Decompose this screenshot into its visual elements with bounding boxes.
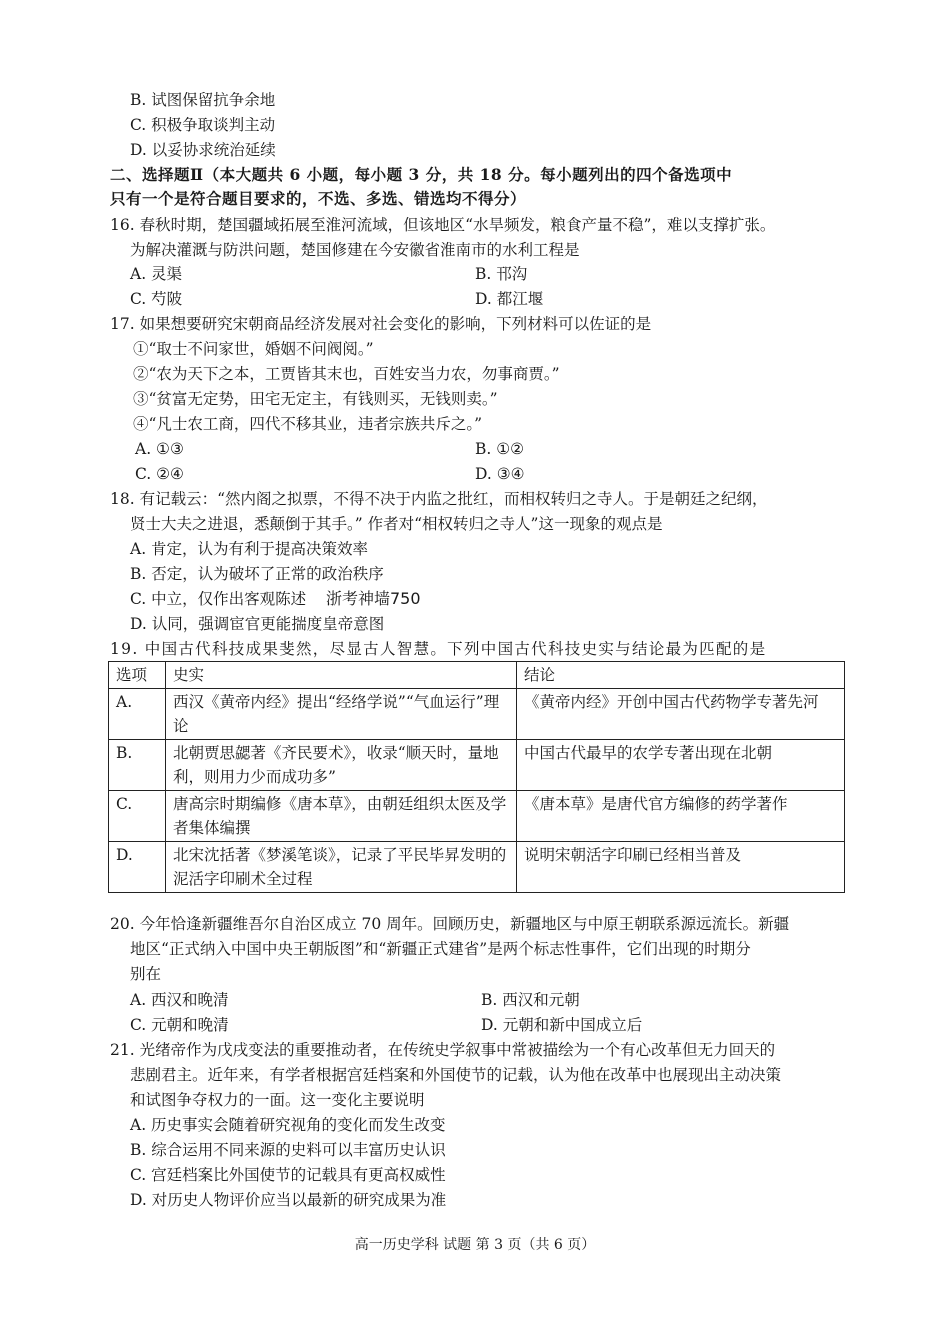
q17-material-2: ②“农为天下之本，工贾皆其末也，百姓安当力农，勿事商贾。” <box>133 365 560 383</box>
q15-option-b: B. 试图保留抗争余地 <box>130 91 276 109</box>
q19-table <box>108 661 845 893</box>
watermark-text: 浙考神墙750 <box>326 589 421 608</box>
q21-option-b: B. 综合运用不同来源的史料可以丰富历史认识 <box>130 1141 446 1159</box>
table-cell-option: A. <box>109 689 166 740</box>
q21-option-d: D. 对历史人物评价应当以最新的研究成果为准 <box>130 1191 447 1209</box>
q20-stem-line1: 20. 今年恰逢新疆维吾尔自治区成立 70 周年。回顾历史，新疆地区与中原王朝联系源远流长。新疆 <box>110 915 790 933</box>
section2-heading-line1: 二、选择题Ⅱ（本大题共 6 小题，每小题 3 分，共 18 分。每小题列出的四个备选项中 <box>110 165 733 184</box>
table-header-row <box>109 662 845 689</box>
q15-option-d: D. 以妥协求统治延续 <box>130 141 276 159</box>
q21-option-c: C. 宫廷档案比外国使节的记载具有更高权威性 <box>130 1166 446 1184</box>
table-header-cell: 史实 <box>166 662 517 689</box>
table-cell-fact: 北朝贾思勰著《齐民要术》，收录“顺天时，量地利，则用力少而成功多” <box>166 740 517 791</box>
q20-stem-line3: 别在 <box>130 965 162 983</box>
q17-material-1: ①“取士不问家世，婚姻不问阀阅。” <box>133 340 374 358</box>
q21-option-a: A. 历史事实会随着研究视角的变化而发生改变 <box>130 1116 446 1134</box>
q18-option-c: C. 中立，仅作出客观陈述 <box>130 590 307 608</box>
q18-option-d: D. 认同，强调宦官更能揣度皇帝意图 <box>130 615 385 633</box>
section2-heading-line2: 只有一个是符合题目要求的，不选、多选、错选均不得分） <box>110 189 527 208</box>
table-cell-conclusion: 《黄帝内经》开创中国古代药物学专著先河 <box>517 689 845 740</box>
q17-material-3: ③“贫富无定势，田宅无定主，有钱则买，无钱则卖。” <box>133 390 498 408</box>
table-cell-fact: 西汉《黄帝内经》提出“经络学说”“气血运行”理论 <box>166 689 517 740</box>
q16-stem-line1: 16. 春秋时期，楚国疆域拓展至淮河流域，但该地区“水旱频发，粮食产量不稳”，难以支撑扩张。 <box>110 216 776 234</box>
q16-stem-line2: 为解决灌溉与防洪问题，楚国修建在今安徽省淮南市的水利工程是 <box>130 241 580 259</box>
q17-material-4: ④“凡士农工商，四代不移其业，违者宗族共斥之。” <box>133 415 483 433</box>
table-row <box>109 791 845 842</box>
table-row <box>109 740 845 791</box>
q20-option-b: B. 西汉和元朝 <box>481 991 580 1009</box>
table-row <box>109 689 845 740</box>
table-cell-fact: 北宋沈括著《梦溪笔谈》，记录了平民毕昇发明的泥活字印刷术全过程 <box>166 842 517 893</box>
q17-stem: 17. 如果想要研究宋朝商品经济发展对社会变化的影响，下列材料可以佐证的是 <box>110 315 652 333</box>
q21-stem-line1: 21. 光绪帝作为戊戌变法的重要推动者，在传统史学叙事中常被描绘为一个有心改革但无力回天的 <box>110 1041 776 1059</box>
table-cell-option: C. <box>109 791 166 842</box>
q18-stem-line1: 18. 有记载云：“然内阁之拟票，不得不决于内监之批红，而相权转归之寺人。于是朝廷之纪纲， <box>110 490 768 508</box>
q21-stem-line3: 和试图争夺权力的一面。这一变化主要说明 <box>130 1091 425 1109</box>
q18-option-a: A. 肯定，认为有利于提高决策效率 <box>130 540 369 558</box>
table-row <box>109 842 845 893</box>
q16-option-a: A. 灵渠 <box>130 265 183 283</box>
q18-stem-line2: 贤士大夫之进退，悉颠倒于其手。” 作者对“相权转归之寺人”这一现象的观点是 <box>130 515 663 533</box>
table-cell-fact: 唐高宗时期编修《唐本草》，由朝廷组织太医及学者集体编撰 <box>166 791 517 842</box>
table-header-cell: 结论 <box>517 662 845 689</box>
q20-option-a: A. 西汉和晚清 <box>130 991 229 1009</box>
q17-option-c: C. ②④ <box>135 465 184 483</box>
q20-stem-line2: 地区“正式纳入中国中央王朝版图”和“新疆正式建省”是两个标志性事件，它们出现的时期分 <box>130 940 751 958</box>
page-footer: 高一历史学科 试题 第 3 页（共 6 页） <box>354 1237 596 1253</box>
q18-option-b: B. 否定，认为破坏了正常的政治秩序 <box>130 565 384 583</box>
table-cell-option: B. <box>109 740 166 791</box>
q17-option-b: B. ①② <box>475 440 525 458</box>
q19-stem: 19. 中国古代科技成果斐然，尽显古人智慧。下列中国古代科技史实与结论最为匹配的是 <box>110 640 767 658</box>
q20-option-d: D. 元朝和新中国成立后 <box>481 1016 643 1034</box>
table-cell-option: D. <box>109 842 166 893</box>
table-cell-conclusion: 中国古代最早的农学专著出现在北朝 <box>517 740 845 791</box>
q15-option-c: C. 积极争取谈判主动 <box>130 116 276 134</box>
q17-option-a: A. ①③ <box>135 440 184 458</box>
q20-option-c: C. 元朝和晚清 <box>130 1016 229 1034</box>
q16-option-d: D. 都江堰 <box>475 290 544 308</box>
table-cell-conclusion: 说明宋朝活字印刷已经相当普及 <box>517 842 845 893</box>
q16-option-b: B. 邗沟 <box>475 265 528 283</box>
q21-stem-line2: 悲剧君主。近年来，有学者根据宫廷档案和外国使节的记载，认为他在改革中也展现出主动决策 <box>130 1066 782 1084</box>
table-header-cell: 选项 <box>109 662 166 689</box>
q16-option-c: C. 芍陂 <box>130 290 183 308</box>
q17-option-d: D. ③④ <box>475 465 525 483</box>
table-cell-conclusion: 《唐本草》是唐代官方编修的药学著作 <box>517 791 845 842</box>
